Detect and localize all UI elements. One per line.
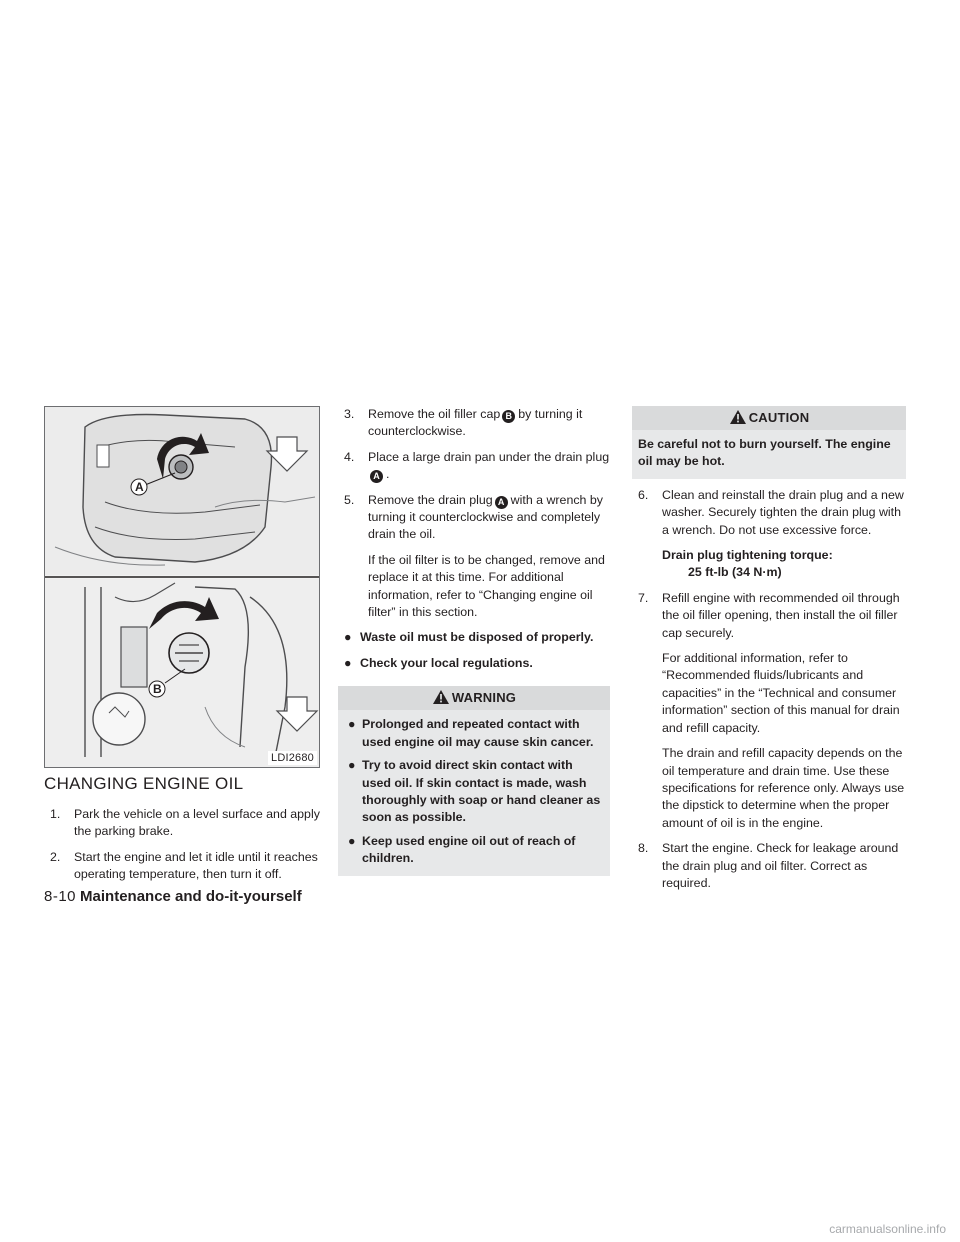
- bullet-text: Waste oil must be disposed of properly.: [360, 630, 594, 645]
- step-5: [338, 492, 610, 544]
- warning-item: [344, 716, 604, 751]
- bullet-item: [338, 629, 610, 646]
- engine-oil-figure: [44, 406, 320, 768]
- column-right: [632, 406, 906, 900]
- step-number: 4.: [344, 449, 355, 464]
- page-footer: [44, 888, 302, 905]
- bullet-icon: ●: [348, 833, 356, 848]
- step-number: 8.: [638, 841, 649, 856]
- step-number: 3.: [344, 407, 355, 421]
- caution-header: [632, 406, 906, 430]
- figure-code: LDI2680: [268, 751, 317, 765]
- callout-ref-a: A: [495, 496, 508, 509]
- step-text: Place a large drain pan under the drain plug: [368, 449, 610, 464]
- caution-text: Be careful not to burn yourself. The engine oil may be hot.: [638, 437, 891, 469]
- step-text: Park the vehicle on a level surface and apply the parking brake.: [74, 807, 320, 839]
- step-number: 2.: [50, 849, 61, 864]
- warning-icon: [432, 689, 450, 705]
- page-number: 8-10: [44, 888, 77, 905]
- warning-item: [344, 833, 604, 868]
- caution-box: [632, 406, 906, 479]
- caution-icon: [729, 409, 747, 425]
- step-text: Remove the oil filler cap: [368, 407, 501, 421]
- warning-text: Keep used engine oil out of reach of children.: [362, 833, 576, 866]
- step-text: Refill engine with recommended oil through the oil filler opening, then install the oil filler cap securely.: [662, 590, 900, 640]
- steps-list-left: [44, 806, 320, 892]
- step-5-note: If the oil filter is to be changed, remove and replace it at this time. For additional information, refer to “Changing engine oil filter” in this section.: [368, 552, 605, 620]
- callout-ref-b: B: [502, 410, 515, 423]
- warning-header: [338, 686, 610, 710]
- step-8: [632, 840, 906, 892]
- caution-body: [632, 430, 906, 479]
- step-7-note: The drain and refill capacity depends on the oil temperature and drain time. Use these specifications for reference only. Always use the dipstick to determine when the proper amount of oil is in the engine.: [662, 746, 905, 830]
- step-2: [44, 849, 320, 884]
- bullet-text: Check your local regulations.: [360, 655, 533, 670]
- step-number: 7.: [638, 590, 649, 605]
- bullet-icon: ●: [344, 655, 352, 670]
- step-text: Start the engine and let it idle until it reaches operating temperature, then turn it off.: [74, 849, 318, 882]
- engine-illustration: [45, 407, 319, 767]
- step-text: Clean and reinstall the drain plug and a new washer. Securely tighten the drain plug with a wrench. Do not use excessive force.: [662, 487, 904, 537]
- caution-title: CAUTION: [748, 410, 810, 425]
- bullet-icon: ●: [344, 630, 352, 645]
- section-title: CHANGING ENGINE OIL: [44, 774, 244, 793]
- callout-ref-a: A: [370, 470, 383, 483]
- step-text-cont: with a wrench by turning it counterclockwise and completely drain the oil.: [368, 492, 603, 542]
- bullet-icon: ●: [348, 758, 356, 773]
- torque-value: 25 ft-lb (34 N·m): [688, 565, 782, 580]
- warning-title: WARNING: [451, 690, 517, 706]
- warning-text: Try to avoid direct skin contact with used oil. If skin contact is made, wash thoroughly with soap or hand cleaner as soon as possible.: [362, 758, 601, 825]
- step-number: 1.: [50, 807, 61, 821]
- warning-body: [338, 710, 610, 875]
- warning-item: [344, 757, 604, 827]
- warning-box: [338, 686, 610, 875]
- step-4: [338, 449, 610, 484]
- step-text: Remove the drain plug: [368, 492, 493, 507]
- step-number: 6.: [638, 487, 649, 502]
- step-3: [338, 406, 610, 441]
- step-7-note: For additional information, refer to “Recommended fluids/lubricants and capacities” in the “Technical and consumer information” section of this manual for drain and refill capacity.: [662, 651, 900, 735]
- step-7: [632, 590, 906, 642]
- warning-text: Prolonged and repeated contact with used engine oil may cause skin cancer.: [362, 717, 594, 749]
- chapter-title: Maintenance and do-it-yourself: [80, 888, 302, 905]
- step-text: Start the engine. Check for leakage around the drain plug and oil filter. Correct as required.: [662, 841, 899, 890]
- column-middle: [338, 406, 610, 876]
- callout-b: B: [153, 682, 162, 696]
- bullet-item: [338, 655, 610, 672]
- step-text-cont: by turning it counterclockwise.: [368, 407, 583, 439]
- step-6: [632, 487, 906, 539]
- callout-a: A: [135, 480, 144, 494]
- watermark: carmanualsonline.info: [829, 1222, 946, 1236]
- step-number: 5.: [344, 492, 355, 507]
- torque-label: Drain plug tightening torque:: [662, 548, 833, 563]
- step-1: [44, 806, 320, 841]
- step-text-cont: .: [386, 467, 390, 482]
- bullet-icon: ●: [348, 717, 356, 732]
